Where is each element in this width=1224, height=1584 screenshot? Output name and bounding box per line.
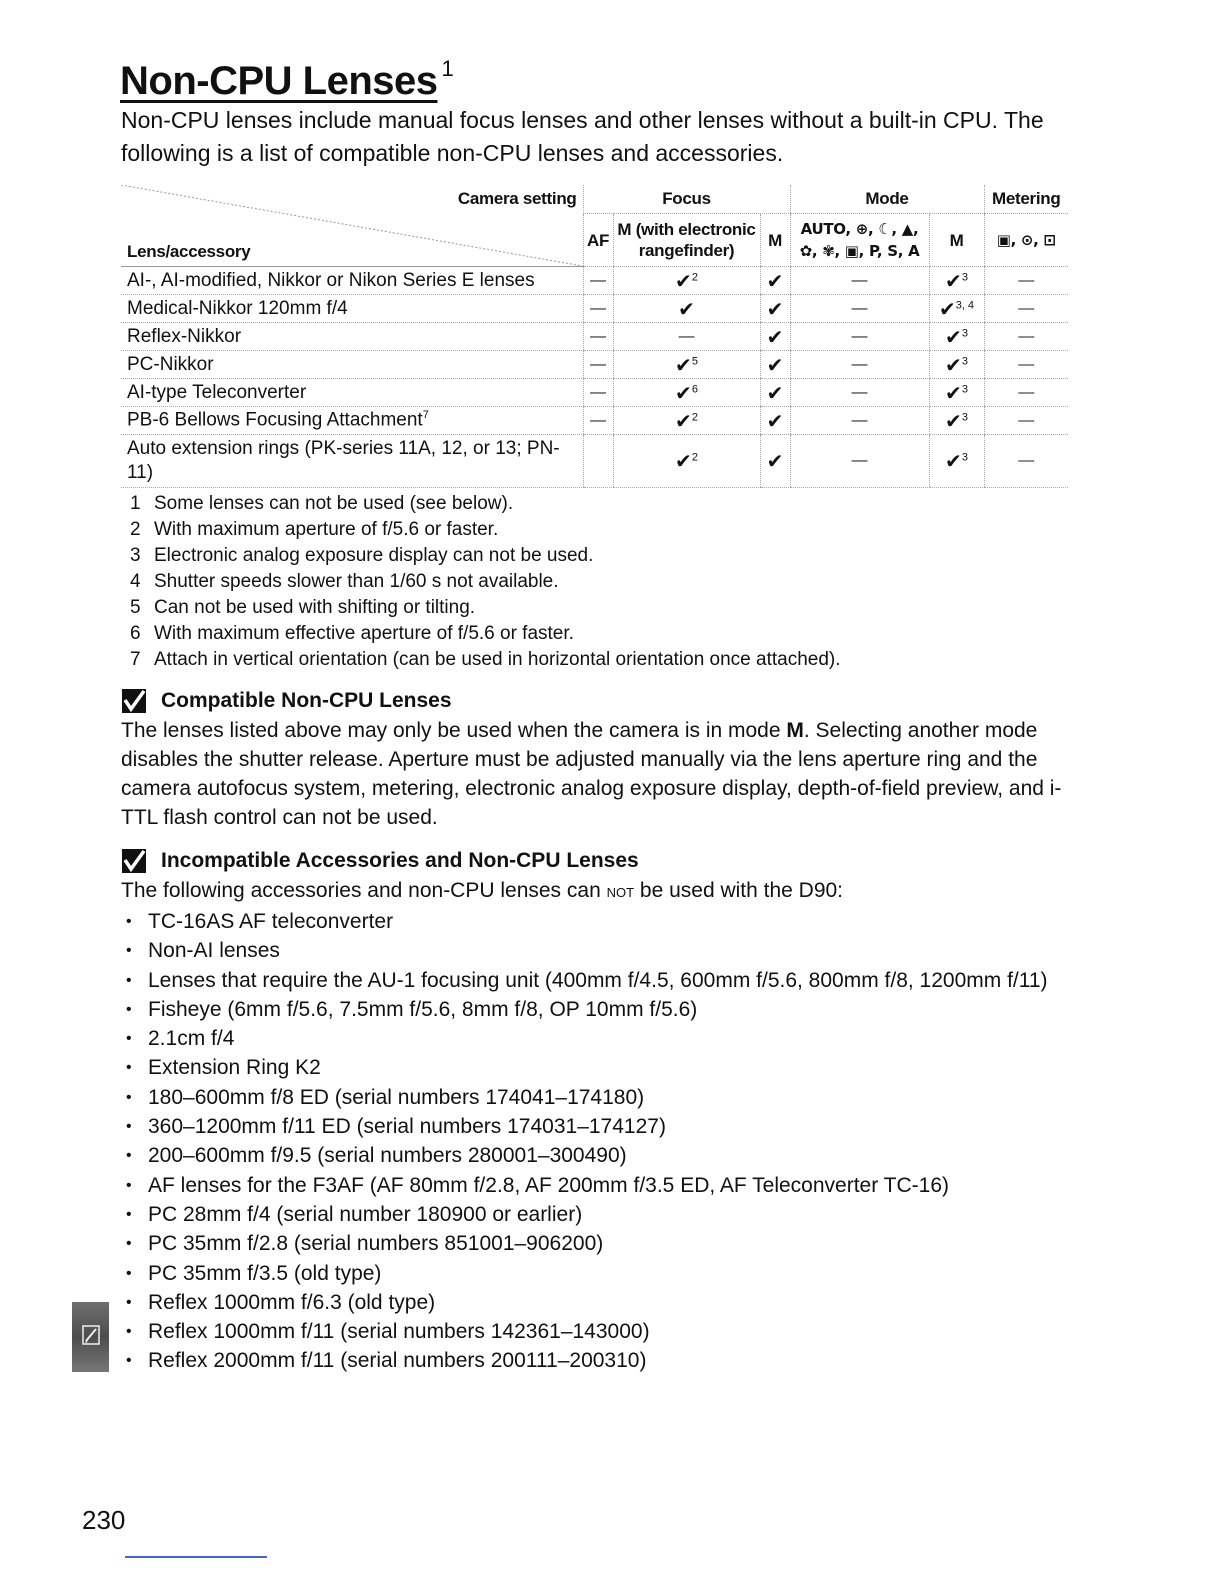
- list-item: • TC-16AS AF teleconverter: [121, 907, 1071, 936]
- check-icon: ✔: [675, 408, 692, 433]
- mode-icons: AUTO, ⊕, ☾, ▲, ✿, ✾, ▣, P, S, A: [799, 220, 920, 260]
- list-item: • Lenses that require the AU-1 focusing unit (400mm f/4.5, 600mm f/5.6, 800mm f/8, 1200mm f/11): [121, 966, 1071, 995]
- check-icon: ✔: [945, 324, 962, 349]
- check-icon: ✔: [766, 296, 784, 321]
- list-item: • 360–1200mm f/11 ED (serial numbers 174031–174127): [121, 1112, 1071, 1141]
- page-number: 230: [82, 1505, 126, 1535]
- check-icon: ✔: [945, 408, 962, 433]
- check-icon: ✔: [766, 324, 784, 349]
- mode-header: Mode: [790, 185, 984, 214]
- auto-modes-cell: —: [790, 295, 929, 323]
- list-item: • Reflex 2000mm f/11 (serial numbers 200111–200310): [121, 1346, 1071, 1375]
- table-corner-header: [121, 185, 583, 267]
- check-icon: ✔: [766, 352, 784, 377]
- table-row: [121, 323, 1068, 351]
- table-row: [121, 407, 1068, 435]
- list-item: • Reflex 1000mm f/6.3 (old type): [121, 1288, 1071, 1317]
- metering-icons-header: [984, 214, 1068, 267]
- m-rangefinder-header: M (with electronic rangefinder): [613, 214, 760, 267]
- note-check-icon: [121, 848, 147, 874]
- lens-name: AI-type Teleconverter: [121, 379, 583, 407]
- check-icon: ✔: [675, 380, 692, 405]
- m-rangefinder-cell: ✔$^2$: [613, 407, 760, 435]
- list-item: • 180–600mm f/8 ED (serial numbers 174041–174180): [121, 1083, 1071, 1112]
- lens-name: Medical-Nikkor 120mm f/4: [121, 295, 583, 323]
- m-focus-cell: [760, 351, 790, 379]
- footnote-item: 6 With maximum effective aperture of f/5.6 or faster.: [130, 623, 574, 644]
- list-item: • PC 35mm f/3.5 (old type): [121, 1259, 1071, 1288]
- table-row: [121, 379, 1068, 407]
- check-icon: ✔: [675, 352, 692, 377]
- list-item: • Extension Ring K2: [121, 1053, 1071, 1082]
- metering-cell: —: [984, 295, 1068, 323]
- m-focus-cell: [760, 323, 790, 351]
- metering-cell: —: [984, 267, 1068, 295]
- m-focus-cell: [760, 267, 790, 295]
- list-item: • AF lenses for the F3AF (AF 80mm f/2.8, AF 200mm f/3.5 ED, AF Teleconverter TC-16): [121, 1171, 1071, 1200]
- metering-cell: —: [984, 379, 1068, 407]
- check-icon: ✔: [945, 380, 962, 405]
- list-item: • PC 35mm f/2.8 (serial numbers 851001–906200): [121, 1229, 1071, 1258]
- check-icon: ✔: [945, 268, 962, 293]
- af-cell: —: [583, 351, 613, 379]
- m-mode-cell: ✔$^3$: [929, 379, 984, 407]
- m-rangefinder-cell: ✔$^6$: [613, 379, 760, 407]
- af-cell: —: [583, 295, 613, 323]
- af-cell: [583, 435, 613, 488]
- footnote-item: 4 Shutter speeds slower than 1/60 s not available.: [130, 571, 559, 592]
- check-icon: ✔: [766, 408, 784, 433]
- m-mode-cell: ✔$^3$: [929, 351, 984, 379]
- m-rangefinder-cell: ✔$^2$: [613, 435, 760, 488]
- m-mode-cell: ✔$^{3, 4}$: [929, 295, 984, 323]
- check-icon: ✔: [678, 296, 695, 321]
- af-cell: —: [583, 379, 613, 407]
- table-row: [121, 435, 1068, 488]
- footnote-item: 5 Can not be used with shifting or tilting.: [130, 597, 476, 618]
- check-icon: ✔: [938, 296, 956, 321]
- compatible-section-text: The lenses listed above may only be used when the camera is in mode M. Selecting another mode disables the shutter release. Aperture must be adjusted manually via the lens aperture ring and the camera autofocus system, metering, electronic analog exposure display, depth-of-field preview, and i-TTL flash control can not be used.: [121, 719, 1062, 829]
- auto-modes-cell: —: [790, 435, 929, 488]
- check-icon: ✔: [675, 449, 692, 473]
- note-check-icon: [121, 688, 147, 714]
- metering-cell: —: [984, 351, 1068, 379]
- auto-modes-cell: —: [790, 323, 929, 351]
- table-row: [121, 351, 1068, 379]
- auto-modes-cell: —: [790, 267, 929, 295]
- m-focus-cell: [760, 379, 790, 407]
- metering-header: Metering: [984, 185, 1068, 214]
- auto-modes-cell: —: [790, 407, 929, 435]
- list-item: • Non-AI lenses: [121, 936, 1071, 965]
- lens-name: Reflex-Nikkor: [121, 323, 583, 351]
- table-row: [121, 267, 1068, 295]
- incompatible-list: [121, 907, 1071, 1376]
- check-icon: ✔: [675, 268, 692, 293]
- check-icon: ✔: [945, 449, 962, 473]
- table-row: [121, 295, 1068, 323]
- compatibility-table: [121, 185, 1068, 488]
- m-mode-cell: ✔$^3$: [929, 323, 984, 351]
- footnote-item: 7 Attach in vertical orientation (can be used in horizontal orientation once attached).: [130, 649, 841, 670]
- check-icon: ✔: [766, 380, 784, 405]
- m-rangefinder-cell: [613, 295, 760, 323]
- m-mode-header: M: [929, 214, 984, 267]
- footnote-item: 1 Some lenses can not be used (see below).: [130, 493, 514, 514]
- intro-paragraph: Non-CPU lenses include manual focus lenses and other lenses without a built-in CPU. The following is a list of compatible non-CPU lenses and accessories.: [121, 107, 1044, 166]
- af-cell: —: [583, 267, 613, 295]
- af-header: AF: [583, 214, 613, 267]
- auto-modes-cell: —: [790, 379, 929, 407]
- table-footnotes: [130, 491, 841, 673]
- m-mode-cell: ✔$^3$: [929, 435, 984, 488]
- metering-cell: —: [984, 407, 1068, 435]
- pencil-note-icon: [80, 1324, 102, 1351]
- auto-modes-header: [790, 214, 929, 267]
- auto-modes-cell: —: [790, 351, 929, 379]
- metering-cell: —: [984, 323, 1068, 351]
- m-focus-cell: [760, 295, 790, 323]
- metering-icons: ▣, ⊙, ⊡: [996, 231, 1056, 249]
- list-item: • 2.1cm f/4: [121, 1024, 1071, 1053]
- list-item: • 200–600mm f/9.5 (serial numbers 280001–300490): [121, 1141, 1071, 1170]
- list-item: • Fisheye (6mm f/5.6, 7.5mm f/5.6, 8mm f/8, OP 10mm f/5.6): [121, 995, 1071, 1024]
- title-footnote-ref: 1: [441, 56, 454, 81]
- m-focus-cell: [760, 407, 790, 435]
- incompatible-intro: The following accessories and non-CPU lenses can not be used with the D90:: [121, 879, 844, 902]
- lens-name: AI-, AI-modified, Nikkor or Nikon Series E lenses: [121, 267, 583, 295]
- lens-name: PC-Nikkor: [121, 351, 583, 379]
- camera-setting-label: Camera setting: [457, 189, 577, 208]
- compatible-section-title: Compatible Non-CPU Lenses: [121, 688, 452, 714]
- focus-header: Focus: [583, 185, 790, 214]
- list-item: • Reflex 1000mm f/11 (serial numbers 142361–143000): [121, 1317, 1071, 1346]
- incompatible-section-title: Incompatible Accessories and Non-CPU Lenses: [121, 848, 639, 874]
- page-title: Non-CPU Lenses $^1$: [120, 56, 454, 103]
- m-focus-header: M: [760, 214, 790, 267]
- footer-rule: [125, 1556, 267, 1558]
- footnote-item: 2 With maximum aperture of f/5.6 or faster.: [130, 519, 499, 540]
- m-focus-cell: [760, 435, 790, 488]
- m-mode-cell: ✔$^3$: [929, 407, 984, 435]
- m-rangefinder-cell: ✔$^5$: [613, 351, 760, 379]
- lens-name: Auto extension rings (PK-series 11A, 12, or 13; PN-11): [121, 435, 583, 488]
- m-mode-cell: ✔$^3$: [929, 267, 984, 295]
- m-rangefinder-cell: ✔$^2$: [613, 267, 760, 295]
- list-item: • PC 28mm f/4 (serial number 180900 or earlier): [121, 1200, 1071, 1229]
- footnote-item: 3 Electronic analog exposure display can not be used.: [130, 545, 594, 566]
- af-cell: —: [583, 407, 613, 435]
- lens-accessory-label: Lens/accessory: [127, 242, 251, 261]
- check-icon: ✔: [766, 449, 784, 473]
- lens-name: PB-6 Bellows Focusing Attachment$^7$: [121, 407, 583, 435]
- section-tab: [72, 1302, 109, 1372]
- metering-cell: —: [984, 435, 1068, 488]
- af-cell: —: [583, 323, 613, 351]
- check-icon: ✔: [766, 268, 784, 293]
- m-rangefinder-cell: —: [613, 323, 760, 351]
- check-icon: ✔: [945, 352, 962, 377]
